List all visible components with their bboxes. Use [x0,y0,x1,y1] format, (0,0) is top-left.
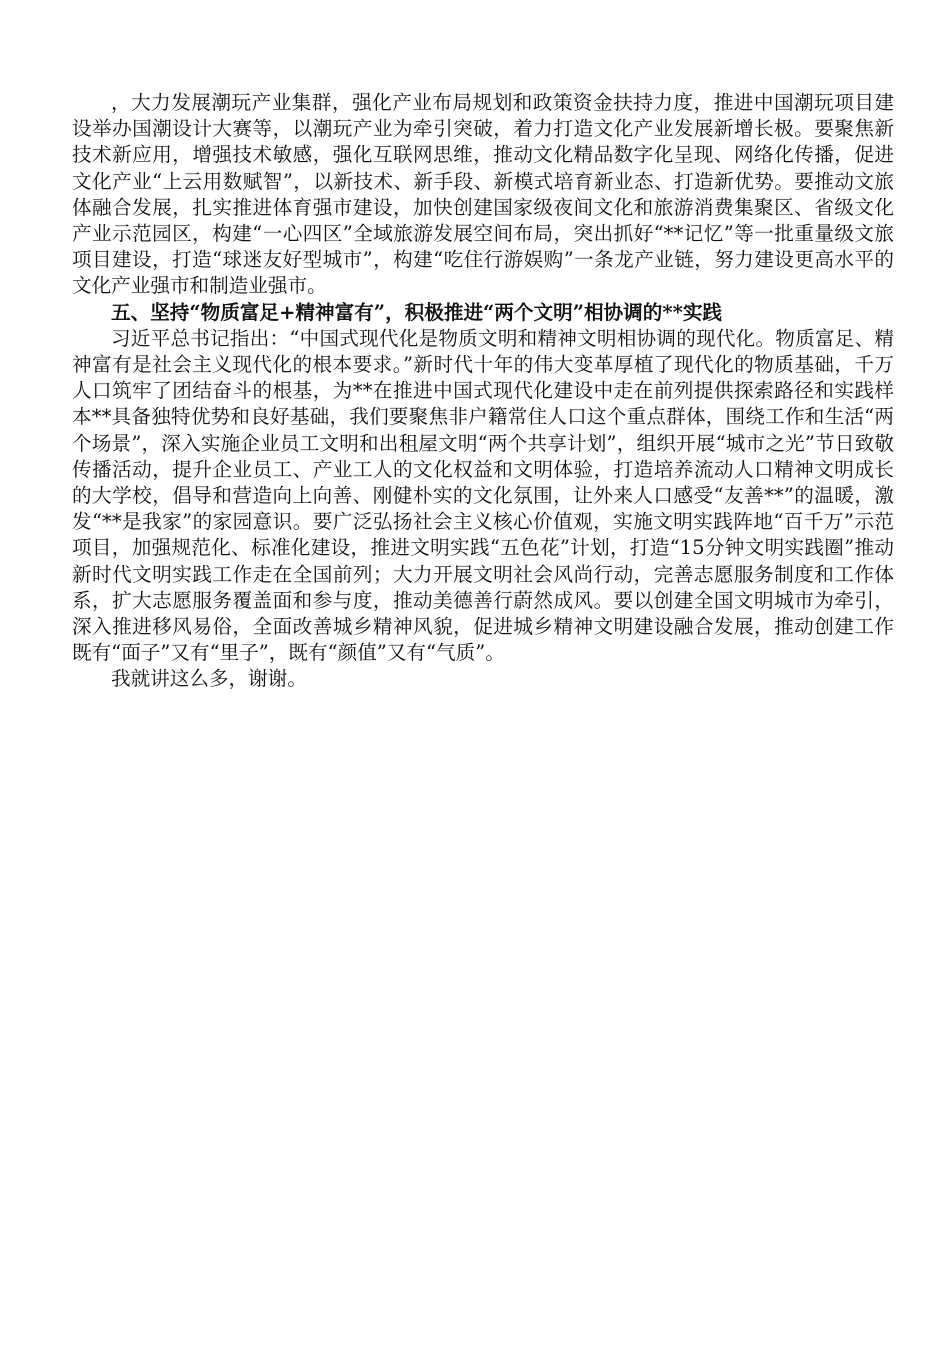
paragraph-industry: ，大力发展潮玩产业集群，强化产业布局规划和政策资金扶持力度，推进中国潮玩项目建设举办国潮设计大赛等，以潮玩产业为牵引突破，着力打造文化产业发展新增长极。要聚焦新技术新应用，增强技术敏感，强化互联网思维，推动文化精品数字化呈现、网络化传播，促进文化产业“上云用数赋智”，以新技术、新手段、新模式培育新业态、打造新优势。要推动文旅体融合发展，扎实推进体育强市建设，加快创建国家级夜间文化和旅游消费集聚区、省级文化产业示范园区，构建“一心四区”全域旅游发展空间布局，突出抓好“**记忆”等一批重量级文旅项目建设，打造“球迷友好型城市”，构建“吃住行游娱购”一条龙产业链，努力建设更高水平的文化产业强市和制造业强市。 [72,91,894,298]
section-heading-five: 五、坚持“物质富足+精神富有”，积极推进“两个文明”相协调的**实践 [111,300,723,324]
paragraph-civilization: 习近平总书记指出：“中国式现代化是物质文明和精神文明相协调的现代化。物质富足、精神富有是社会主义现代化的根本要求。”新时代十年的伟大变革厚植了现代化的物质基础，千万人口筑牢了团结奋斗的根基，为**在推进中国式现代化建设中走在前列提供探索路径和实践样本**具备独特优势和良好基础，我们要聚焦非户籍常住人口这个重点群体，围绕工作和生活“两个场景”，深入实施企业员工文明和出租屋文明“两个共享计划”，组织开展“城市之光”节日致敬传播活动，提升企业员工、产业工人的文化权益和文明体验，打造培养流动人口精神文明成长的大学校，倡导和营造向上向善、刚健朴实的文化氛围，让外来人口感受“友善**”的温暖，激发“**是我家”的家园意识。要广泛弘扬社会主义核心价值观，实施文明实践阵地“百千万”示范项目，加强规范化、标准化建设，推进文明实践“五色花”计划，打造“15分钟文明实践圈”推动新时代文明实践工作走在全国前列；大力开展文明社会风尚行动，完善志愿服务制度和工作体系，扩大志愿服务覆盖面和参与度，推动美德善行蔚然成风。要以创建全国文明城市为牵引，深入推进移风易俗，全面改善城乡精神风貌，促进城乡精神文明建设融合发展，推动创建工作既有“面子”又有“里子”，既有“颜值”又有“气质”。 [72,326,894,665]
paragraph-closing: 我就讲这么多，谢谢。 [111,667,307,691]
document-page [72,90,894,693]
